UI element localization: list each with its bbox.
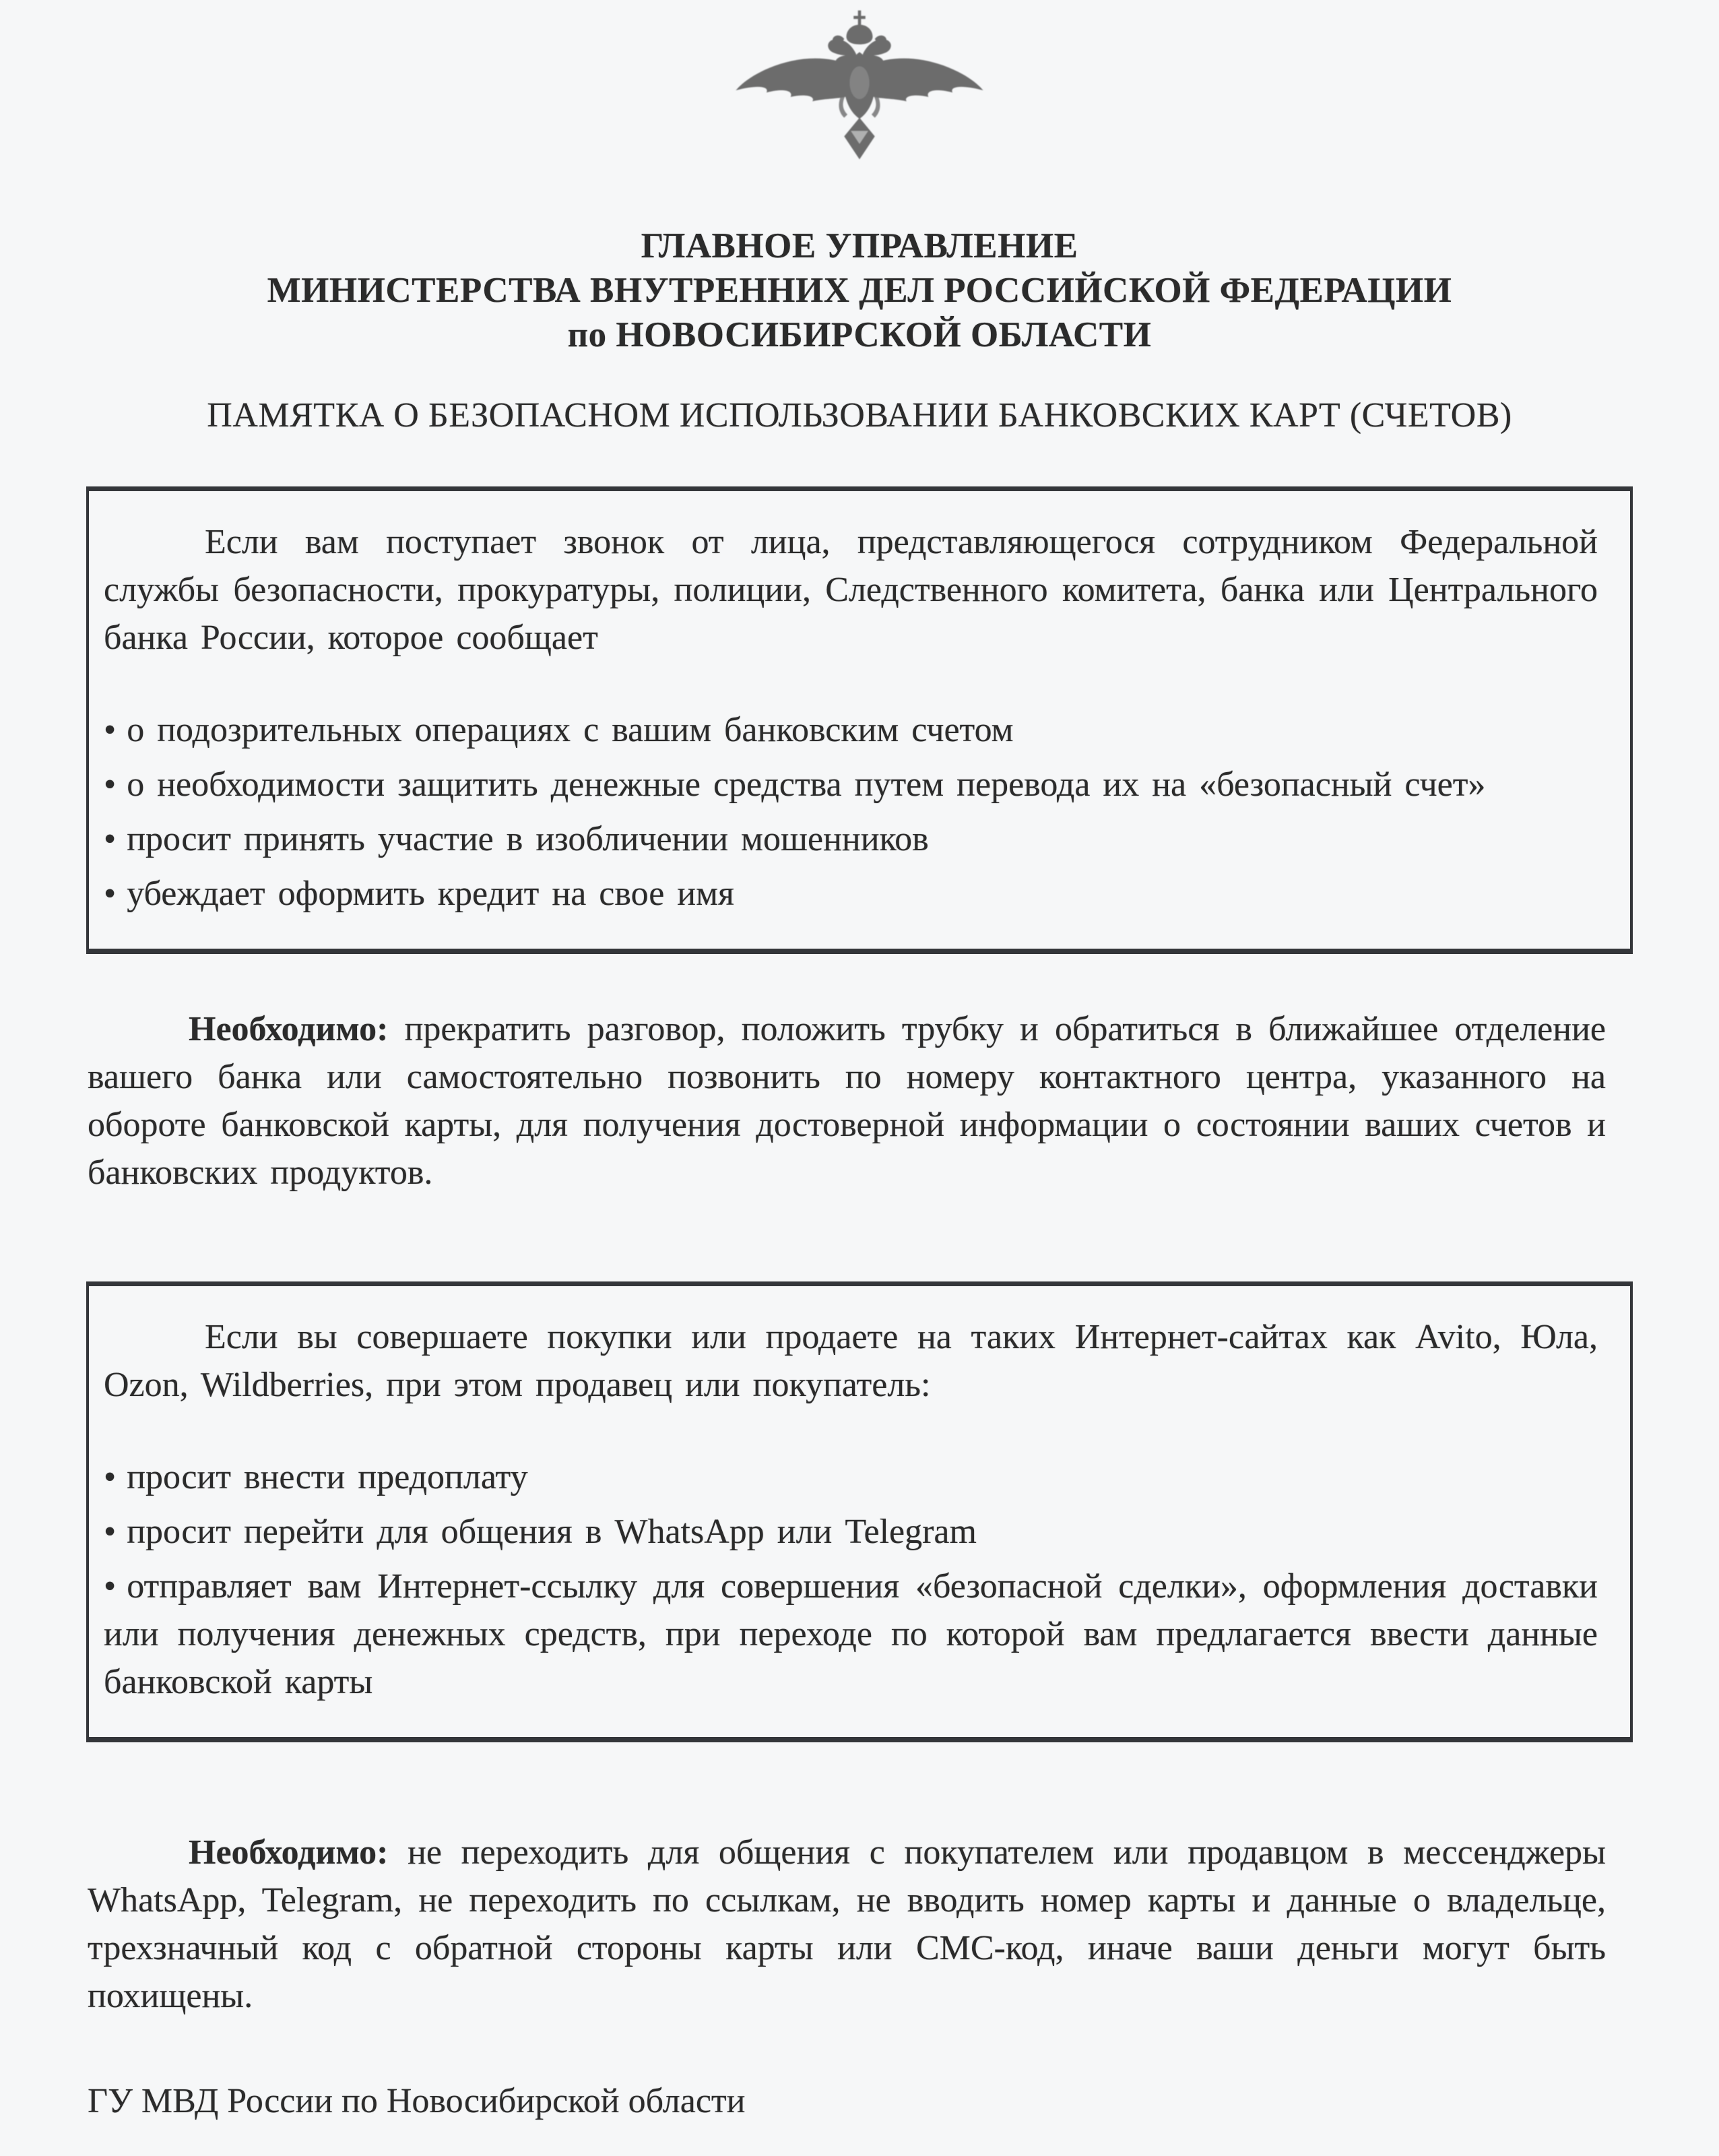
bullet-item (104, 706, 1598, 754)
bullet-dot: • (104, 875, 117, 913)
bullet-text: убеждает оформить кредит на свое имя (127, 875, 734, 913)
bullet-item (104, 1453, 1598, 1501)
bullet-dot: • (104, 765, 117, 804)
bullet-text: просит внести предоплату (127, 1458, 528, 1496)
phone-scam-intro: Если вам поступает звонок от лица, представляющегося сотрудником Федеральной службы безопасности, прокуратуры, полиции, Следственного комитета, банка или Центрального банка России, которое сообщает (104, 523, 1598, 657)
org-line-main-directorate: ГЛАВНОЕ УПРАВЛЕНИЕ (641, 226, 1078, 265)
bullet-text: просит принять участие в изобличении мошенников (127, 820, 929, 858)
marketplace-scam-warning-box (86, 1281, 1633, 1742)
advice-label: Необходимо: (189, 1010, 389, 1048)
org-line-ministry: МИНИСТЕРСТВА ВНУТРЕННИХ ДЕЛ РОССИЙСКОЙ ФЕДЕРАЦИИ (267, 271, 1452, 310)
advice-text: прекратить разговор, положить трубку и обратиться в ближайшее отделение вашего банка или самостоятельно позвонить по номеру контактного центра, указанного на обороте банковской карты, для получения достоверной информации о состоянии ваших счетов и банковских продуктов. (88, 1010, 1606, 1192)
bullet-text: просит перейти для общения в WhatsApp или Telegram (127, 1513, 977, 1551)
bullet-item (104, 1562, 1598, 1706)
bullet-text: о подозрительных операциях с вашим банковским счетом (127, 711, 1014, 749)
bullet-text: отправляет вам Интернет-ссылку для совершения «безопасной сделки», оформления доставки или получения денежных средств, при переходе по которой вам предлагается ввести данные банковской карты (104, 1567, 1598, 1701)
bullet-item (104, 761, 1598, 808)
bullet-dot: • (104, 711, 117, 749)
bullet-dot: • (104, 1513, 117, 1551)
bullet-dot: • (104, 820, 117, 858)
document-title: ПАМЯТКА О БЕЗОПАСНОМ ИСПОЛЬЗОВАНИИ БАНКОВСКИХ КАРТ (СЧЕТОВ) (207, 396, 1512, 435)
org-header (0, 224, 1719, 357)
bullet-item (104, 1508, 1598, 1556)
advice-text: не переходить для общения с покупателем или продавцом в мессенджеры WhatsApp, Telegram, не переходить по ссылкам, не вводить номер карты и данные о владельце, трехзначный код с обратной стороны карты или СМС-код, иначе ваши деньги могут быть похищены. (88, 1833, 1606, 2015)
phone-scam-advice (88, 1005, 1606, 1197)
bullet-dot: • (104, 1567, 117, 1606)
footer-signature: ГУ МВД России по Новосибирской области (88, 2082, 746, 2120)
mvd-double-headed-eagle-icon (728, 8, 991, 162)
phone-scam-warning-box (86, 486, 1633, 954)
bullet-text: о необходимости защитить денежные средства путем перевода их на «безопасный счет» (127, 765, 1486, 804)
advice-label: Необходимо: (189, 1833, 389, 1872)
bullet-item (104, 870, 1598, 918)
emblem-container (0, 0, 1719, 167)
marketplace-advice (88, 1829, 1606, 2020)
bullet-dot: • (104, 1458, 117, 1496)
marketplace-bullet-list (104, 1453, 1598, 1706)
marketplace-intro: Если вы совершаете покупки или продаете на таких Интернет-сайтах как Avito, Юла, Ozon, Wildberries, при этом продавец или покупатель: (104, 1318, 1598, 1404)
bullet-item (104, 815, 1598, 863)
org-line-region: по НОВОСИБИРСКОЙ ОБЛАСТИ (567, 315, 1152, 354)
phone-scam-bullet-list (104, 706, 1598, 918)
